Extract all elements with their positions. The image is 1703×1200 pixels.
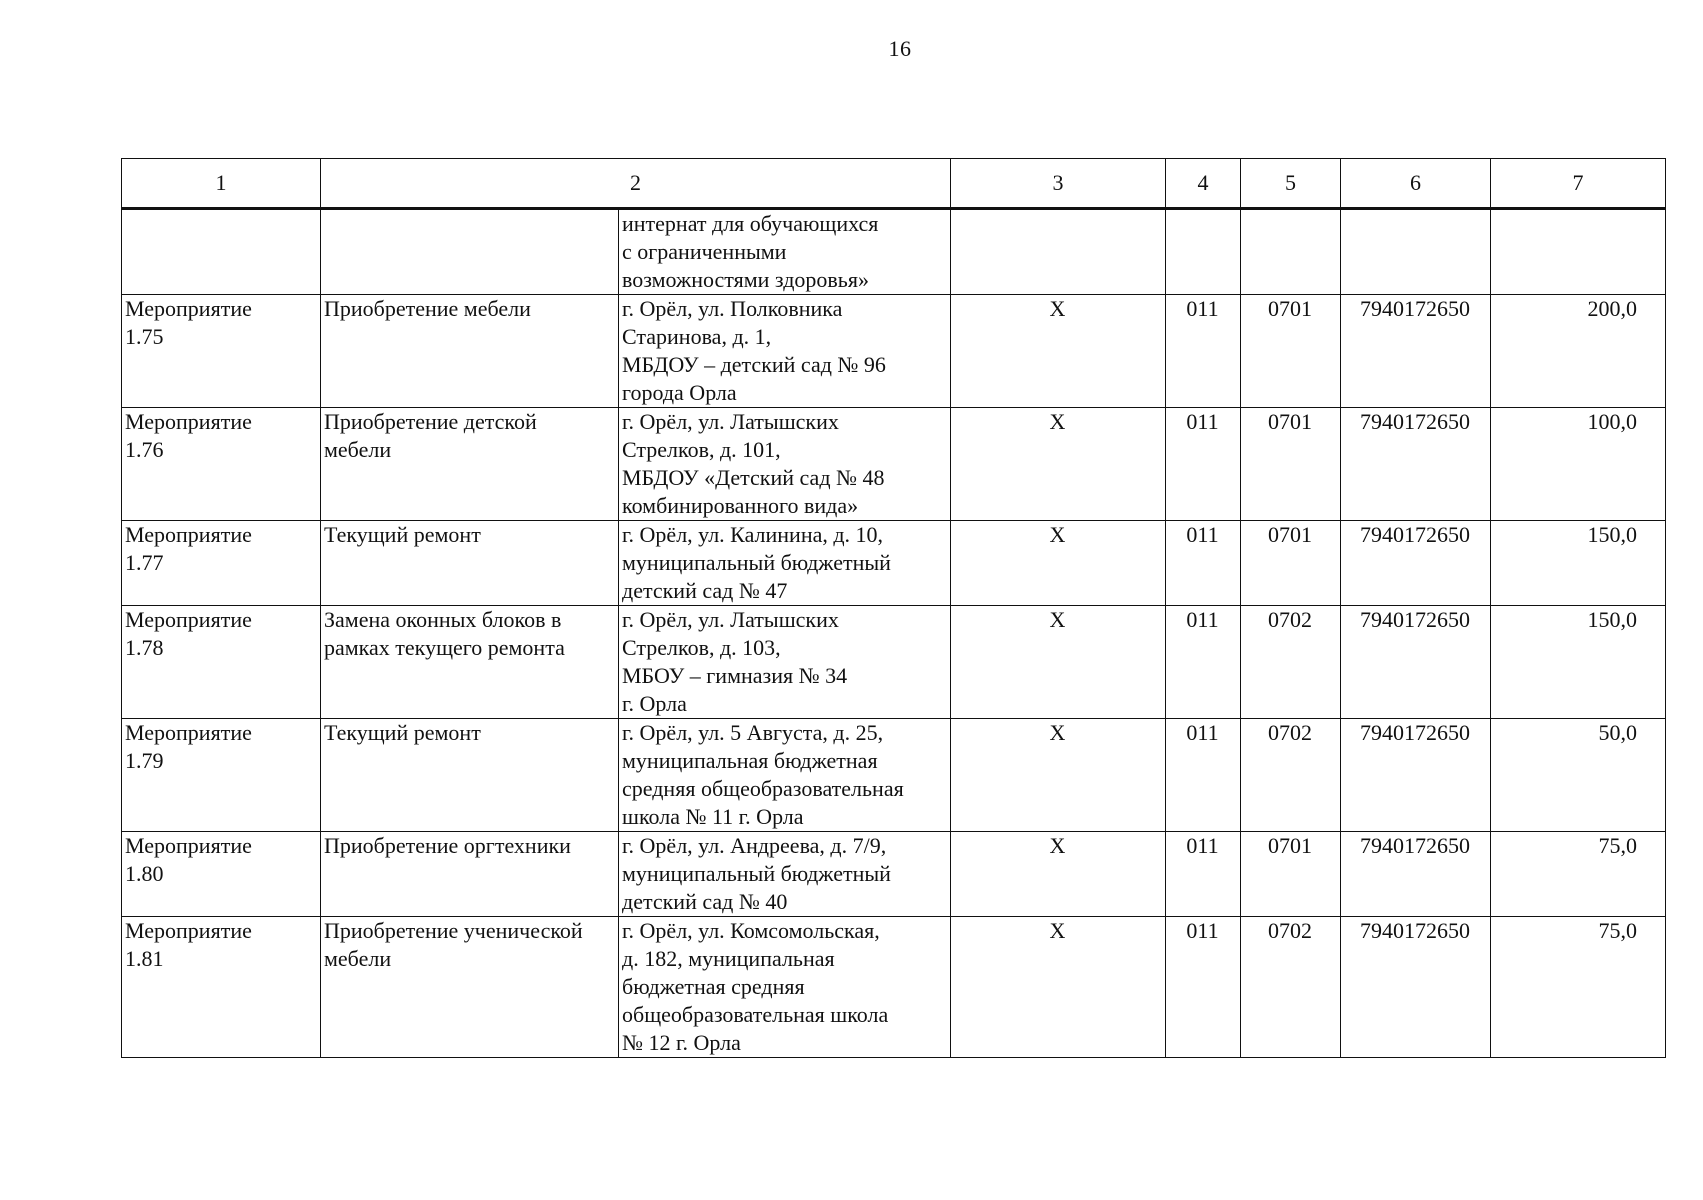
address-cell: г. Орёл, ул. Андреева, д. 7/9, муниципальный бюджетный детский сад № 40 <box>619 832 951 917</box>
col3-cell: Х <box>951 832 1166 917</box>
address-cell: г. Орёл, ул. 5 Августа, д. 25, муниципальная бюджетная средняя общеобразовательная школа № 11 г. Орла <box>619 719 951 832</box>
col4-cell: 011 <box>1166 408 1241 521</box>
page-number: 16 <box>888 36 912 61</box>
col3-cell: Х <box>951 521 1166 606</box>
col7-cell: 200,0 <box>1491 295 1666 408</box>
col5-cell: 0701 <box>1241 295 1341 408</box>
cont-cell-7 <box>1341 209 1491 295</box>
col6-cell: 7940172650 <box>1341 917 1491 1058</box>
col5-cell: 0702 <box>1241 719 1341 832</box>
header-col-6: 6 <box>1341 159 1491 209</box>
event-cell: Мероприятие 1.81 <box>122 917 321 1058</box>
action-cell: Приобретение оргтехники <box>321 832 619 917</box>
col3-cell: Х <box>951 719 1166 832</box>
continuation-row <box>122 209 1666 295</box>
col3-cell: Х <box>951 408 1166 521</box>
address-cell: г. Орёл, ул. Комсомольская, д. 182, муниципальная бюджетная средняя общеобразовательная школа № 12 г. Орла <box>619 917 951 1058</box>
table-row <box>122 606 1666 719</box>
action-cell: Приобретение ученической мебели <box>321 917 619 1058</box>
action-cell: Текущий ремонт <box>321 719 619 832</box>
cont-cell-4 <box>951 209 1166 295</box>
col5-cell: 0702 <box>1241 917 1341 1058</box>
col7-cell: 150,0 <box>1491 521 1666 606</box>
cont-cell-address: интернат для обучающихся с ограниченными возможностями здоровья» <box>619 209 951 295</box>
action-cell: Текущий ремонт <box>321 521 619 606</box>
col6-cell: 7940172650 <box>1341 606 1491 719</box>
col6-cell: 7940172650 <box>1341 408 1491 521</box>
header-col-7: 7 <box>1491 159 1666 209</box>
budget-table <box>121 158 1666 1058</box>
col4-cell: 011 <box>1166 917 1241 1058</box>
table-row <box>122 832 1666 917</box>
table-row <box>122 917 1666 1058</box>
cont-cell-8 <box>1491 209 1666 295</box>
cont-cell-2 <box>321 209 619 295</box>
header-col-1: 1 <box>122 159 321 209</box>
cont-cell-1 <box>122 209 321 295</box>
col7-cell: 100,0 <box>1491 408 1666 521</box>
col5-cell: 0701 <box>1241 832 1341 917</box>
col3-cell: Х <box>951 295 1166 408</box>
address-cell: г. Орёл, ул. Латышских Стрелков, д. 103, МБОУ – гимназия № 34 г. Орла <box>619 606 951 719</box>
table-row <box>122 295 1666 408</box>
col3-cell: Х <box>951 917 1166 1058</box>
address-cell: г. Орёл, ул. Полковника Старинова, д. 1, МБДОУ – детский сад № 96 города Орла <box>619 295 951 408</box>
action-cell: Приобретение детской мебели <box>321 408 619 521</box>
address-cell: г. Орёл, ул. Латышских Стрелков, д. 101, МБДОУ «Детский сад № 48 комбинированного вида» <box>619 408 951 521</box>
event-cell: Мероприятие 1.79 <box>122 719 321 832</box>
header-col-4: 4 <box>1166 159 1241 209</box>
col7-cell: 150,0 <box>1491 606 1666 719</box>
col4-cell: 011 <box>1166 606 1241 719</box>
header-col-3: 3 <box>951 159 1166 209</box>
table-row <box>122 521 1666 606</box>
table-row <box>122 719 1666 832</box>
table-row <box>122 408 1666 521</box>
col4-cell: 011 <box>1166 832 1241 917</box>
col4-cell: 011 <box>1166 521 1241 606</box>
event-cell: Мероприятие 1.80 <box>122 832 321 917</box>
col6-cell: 7940172650 <box>1341 832 1491 917</box>
event-cell: Мероприятие 1.75 <box>122 295 321 408</box>
col7-cell: 50,0 <box>1491 719 1666 832</box>
col5-cell: 0701 <box>1241 408 1341 521</box>
col4-cell: 011 <box>1166 295 1241 408</box>
col5-cell: 0702 <box>1241 606 1341 719</box>
header-col-2: 2 <box>321 159 951 209</box>
header-row <box>122 159 1666 209</box>
event-cell: Мероприятие 1.77 <box>122 521 321 606</box>
cont-cell-5 <box>1166 209 1241 295</box>
col6-cell: 7940172650 <box>1341 295 1491 408</box>
col6-cell: 7940172650 <box>1341 521 1491 606</box>
action-cell: Замена оконных блоков в рамках текущего ремонта <box>321 606 619 719</box>
col7-cell: 75,0 <box>1491 832 1666 917</box>
col6-cell: 7940172650 <box>1341 719 1491 832</box>
col5-cell: 0701 <box>1241 521 1341 606</box>
event-cell: Мероприятие 1.78 <box>122 606 321 719</box>
action-cell: Приобретение мебели <box>321 295 619 408</box>
cont-cell-6 <box>1241 209 1341 295</box>
col4-cell: 011 <box>1166 719 1241 832</box>
address-cell: г. Орёл, ул. Калинина, д. 10, муниципальный бюджетный детский сад № 47 <box>619 521 951 606</box>
event-cell: Мероприятие 1.76 <box>122 408 321 521</box>
col7-cell: 75,0 <box>1491 917 1666 1058</box>
header-col-5: 5 <box>1241 159 1341 209</box>
col3-cell: Х <box>951 606 1166 719</box>
